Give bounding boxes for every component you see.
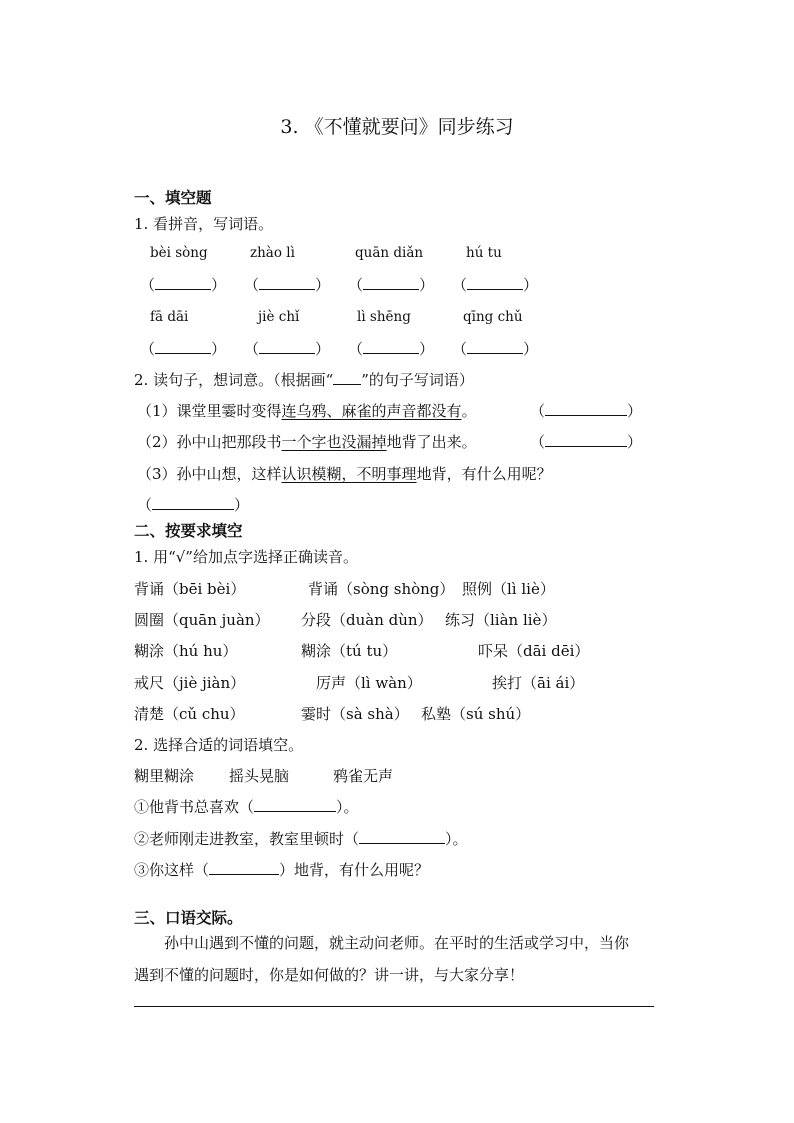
q2-prefix: 2. 读句子，想词意。（根据画“: [134, 371, 334, 389]
bracket: ）: [315, 276, 331, 294]
choice[interactable]: 糊涂（tú tu）: [301, 642, 398, 660]
bracket: （: [140, 276, 156, 294]
answer-box[interactable]: [348, 338, 434, 359]
bracket: （: [348, 340, 364, 358]
choice[interactable]: 厉声（lì wàn）: [316, 674, 422, 692]
bracket: ）: [523, 276, 539, 294]
answer-box[interactable]: [244, 274, 330, 295]
sentence: （3）孙中山想，这样认识模糊，不明事理地背，有什么用呢？: [137, 465, 552, 483]
answer-box[interactable]: [348, 274, 434, 295]
pinyin: qīng chǔ: [463, 309, 523, 325]
word-option: 鸦雀无声: [333, 767, 394, 785]
choice[interactable]: 霎时（sà shà）: [301, 705, 409, 723]
word-option: 摇头晃脑: [229, 767, 290, 785]
bracket: （: [452, 340, 468, 358]
bracket: （: [244, 340, 260, 358]
choice[interactable]: 私塾（sú shú）: [421, 705, 531, 723]
bracket: （: [452, 276, 468, 294]
choice[interactable]: 糊涂（hú hu）: [134, 642, 238, 660]
choice[interactable]: 挨打（āi ái）: [492, 674, 585, 692]
s2-q1: 1. 用“√”给加点字选择正确读音。: [134, 548, 358, 566]
pinyin: fā dāi: [150, 309, 189, 325]
bracket: （: [140, 340, 156, 358]
pinyin: jiè chǐ: [258, 309, 300, 325]
fill-sentence: ①他背书总喜欢（ ）。: [134, 798, 359, 816]
answer-box[interactable]: [140, 338, 226, 359]
bracket: ）: [211, 340, 227, 358]
pinyin: lì shēng: [357, 309, 411, 325]
choice[interactable]: 圆圈（quān juàn）: [134, 611, 270, 629]
section-3-heading: 三、口语交际。: [134, 908, 243, 927]
paragraph-line: 孙中山遇到不懂的问题，就主动问老师。在平时的生活或学习中，当你: [164, 934, 630, 952]
bracket: ）: [315, 340, 331, 358]
sentence: （2）孙中山把那段书一个字也没漏掉地背了出来。: [137, 433, 477, 451]
answer-box[interactable]: （ ）: [137, 496, 250, 514]
choice[interactable]: 戒尺（jiè jiàn）: [134, 674, 246, 692]
page-title: 3. 《不懂就要问》同步练习: [280, 116, 514, 138]
pinyin: hú tu: [466, 245, 502, 261]
underlined-phrase: 认识模糊，不明事理: [281, 465, 417, 483]
underlined-phrase: 一个字也没漏掉: [281, 433, 387, 451]
underlined-phrase: 连乌鸦、麻雀的声音都没有: [281, 402, 462, 420]
choice[interactable]: 练习（liàn liè）: [445, 611, 557, 629]
fill-blank[interactable]: [254, 797, 336, 812]
s1-q1: 1. 看拼音，写词语。: [134, 215, 274, 233]
bracket: （: [348, 276, 364, 294]
answer-box[interactable]: [452, 338, 538, 359]
bracket: ）: [419, 276, 435, 294]
bracket: ）: [419, 340, 435, 358]
section-1-heading: 一、填空题: [134, 188, 212, 207]
bracket: ）: [211, 276, 227, 294]
sentence: （1）课堂里霎时变得连乌鸦、麻雀的声音都没有。: [137, 402, 477, 420]
q2-suffix: ”的句子写词语）: [361, 371, 474, 389]
bracket: ）: [523, 340, 539, 358]
answer-box[interactable]: [452, 274, 538, 295]
fill-blank[interactable]: [209, 860, 279, 875]
s2-q2: 2. 选择合适的词语填空。: [134, 736, 304, 754]
choice[interactable]: 照例（lì liè）: [462, 580, 555, 598]
answer-line[interactable]: [134, 1006, 654, 1007]
fill-sentence: ②老师刚走进教室，教室里顿时（ ）。: [134, 830, 468, 848]
word-option: 糊里糊涂: [134, 767, 195, 785]
choice[interactable]: 背诵（sòng shòng）: [308, 580, 455, 598]
fill-sentence: ③你这样（ ）地背，有什么用呢？: [134, 861, 430, 879]
choice[interactable]: 分段（duàn dùn）: [301, 611, 433, 629]
fill-blank[interactable]: [359, 829, 445, 844]
section-2-heading: 二、按要求填空: [134, 521, 243, 540]
paragraph-line: 遇到不懂的问题时，你是如何做的？讲一讲，与大家分享！: [134, 966, 525, 984]
choice[interactable]: 吓呆（dāi dēi）: [478, 642, 590, 660]
bracket: （: [244, 276, 260, 294]
answer-box[interactable]: [244, 338, 330, 359]
s1-q2: [134, 369, 474, 390]
answer-box[interactable]: （ ）: [530, 433, 643, 451]
choice[interactable]: 背诵（bēi bèi）: [134, 580, 246, 598]
pinyin: quān diǎn: [355, 245, 424, 261]
answer-box[interactable]: （ ）: [530, 402, 643, 420]
answer-box[interactable]: [140, 274, 226, 295]
pinyin: bèi sòng: [150, 245, 208, 261]
choice[interactable]: 清楚（cǔ chu）: [134, 705, 245, 723]
pinyin: zhào lì: [250, 245, 295, 261]
